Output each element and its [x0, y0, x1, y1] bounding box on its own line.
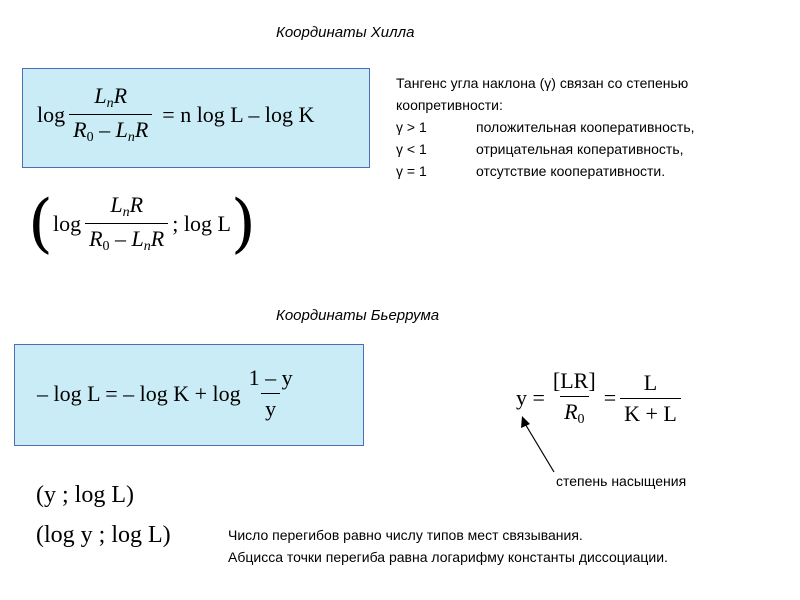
saturation-label: степень насыщения	[556, 473, 687, 489]
sat-den2: K + L	[620, 398, 681, 427]
coords-num-L: L	[110, 192, 123, 217]
bjerrum-coords-1: (y ; log L)	[36, 482, 134, 508]
frac-den-R0: R	[73, 117, 87, 142]
cond-text: отсутствие кооперативности.	[476, 163, 666, 179]
frac-den-sub: n	[127, 130, 135, 145]
coords-num-sub: n	[122, 205, 130, 220]
coords-den-R0: R	[89, 226, 103, 251]
hill-title: Координаты Хилла	[276, 24, 415, 41]
cond-label: γ < 1	[396, 141, 427, 157]
cond-label: γ = 1	[396, 163, 427, 179]
close-paren: )	[230, 186, 256, 261]
log-label: log	[37, 101, 66, 127]
cond-text: положительная кооперативность,	[476, 119, 695, 135]
saturation-lhs: y =	[516, 385, 545, 410]
hill-description	[396, 72, 756, 182]
frac-num-R: R	[113, 83, 128, 108]
note-line-2: Абцисса точки перегиба равна логарифму константы диссоциации.	[228, 549, 668, 565]
bjerrum-den: y	[261, 393, 280, 422]
bjerrum-equation-box	[14, 344, 364, 446]
desc-line2: коопретивности:	[396, 97, 503, 113]
coords-log: log	[52, 210, 82, 236]
sat-eq: =	[603, 385, 617, 410]
bjerrum-num: 1 – y	[248, 365, 293, 390]
frac-den-R: R	[134, 117, 149, 142]
coords-sep: ; log L	[172, 210, 231, 236]
coords-den-R0-sub: 0	[102, 239, 110, 254]
coords-fraction	[85, 192, 168, 255]
cond-text: отрицательная копеpативность,	[476, 141, 684, 157]
coords-den-L: L	[131, 226, 144, 251]
frac-den-minus: –	[93, 117, 116, 142]
bjerrum-equation	[37, 365, 301, 422]
sat-den1-R: R	[564, 399, 578, 424]
coords-den-minus: –	[109, 226, 132, 251]
sat-num2: L	[643, 369, 658, 395]
frac-den-R0-sub: 0	[86, 130, 94, 145]
frac-den-L: L	[115, 117, 128, 142]
hill-fraction	[69, 83, 152, 146]
bjerrum-title: Координаты Бьеррума	[276, 307, 440, 324]
open-paren: (	[28, 186, 53, 261]
frac-num-L: L	[94, 83, 107, 108]
saturation-fraction-2	[620, 370, 681, 427]
note-line-1: Число перегибов равно числу типов мест связывания.	[228, 527, 583, 543]
cond-label: γ > 1	[396, 119, 427, 135]
frac-num-sub: n	[106, 96, 114, 111]
cooperativity-item	[396, 116, 756, 138]
hill-equation	[37, 83, 314, 146]
sat-den1-sub: 0	[577, 412, 585, 427]
bjerrum-lhs: – log L = – log K + log	[37, 380, 241, 406]
bjerrum-coords-2: (log y ; log L)	[36, 522, 171, 548]
desc-line1: Тангенс угла наклона (γ) связан со степенью	[396, 75, 689, 91]
coords-den-R: R	[150, 226, 165, 251]
bjerrum-fraction	[245, 365, 297, 422]
coords-num-R: R	[129, 192, 144, 217]
coords-den-sub: n	[143, 239, 151, 254]
hill-rhs: = n log L – log K	[162, 101, 315, 127]
cooperativity-item	[396, 138, 756, 160]
hill-equation-box	[22, 68, 370, 168]
sat-num1: [LR]	[552, 368, 596, 393]
cooperativity-item	[396, 160, 756, 182]
hill-coordinates	[28, 186, 256, 261]
